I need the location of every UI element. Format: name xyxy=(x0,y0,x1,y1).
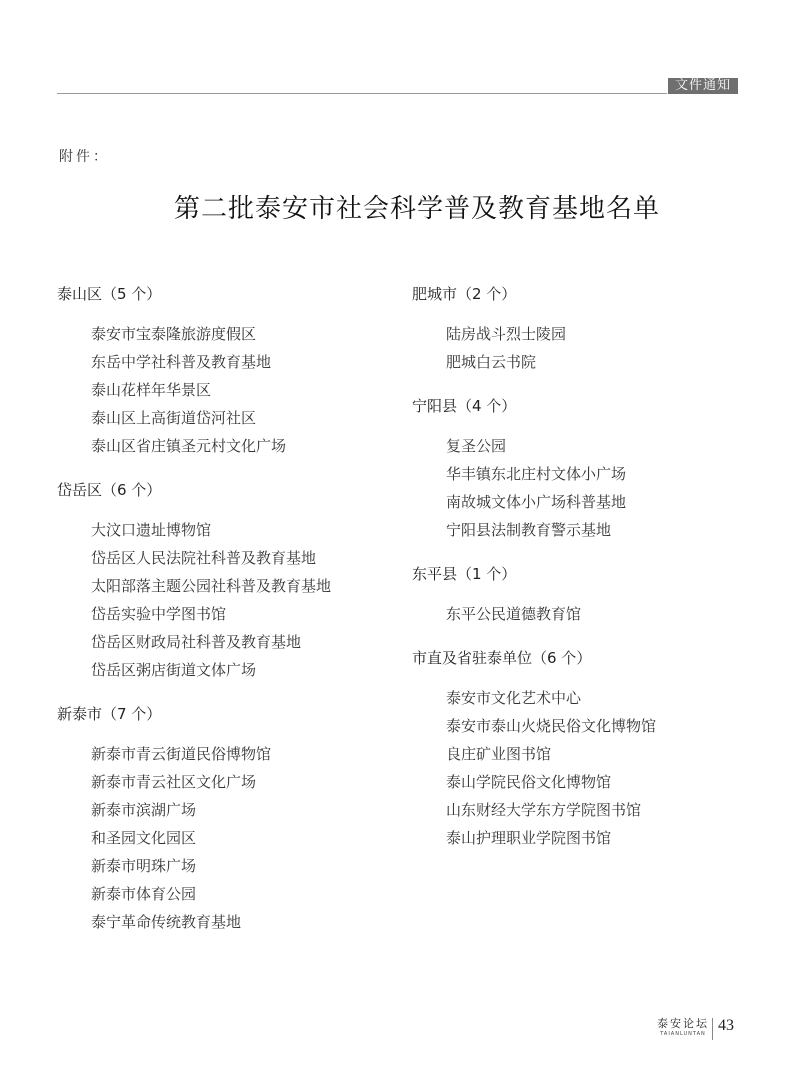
page-number: 43 xyxy=(718,1017,734,1034)
header-rule xyxy=(57,93,667,94)
base-list-item: 岱岳区财政局社科普及教育基地 xyxy=(91,633,302,651)
district-heading: 新泰市（7 个） xyxy=(57,705,162,723)
district-group xyxy=(412,284,742,376)
base-list-item: 泰山区上高街道岱河社区 xyxy=(91,409,257,427)
base-list-item: 新泰市明珠广场 xyxy=(91,857,197,875)
base-list-item: 东平公民道德教育馆 xyxy=(446,605,582,623)
base-list-item: 新泰市滨湖广场 xyxy=(91,801,197,819)
page-title: 第二批泰安市社会科学普及教育基地名单 xyxy=(173,194,660,224)
base-list-item: 南故城文体小广场科普基地 xyxy=(446,493,627,511)
footer-brand xyxy=(655,1017,711,1038)
base-list-item: 泰山花样年华景区 xyxy=(91,381,212,399)
base-list-item: 山东财经大学东方学院图书馆 xyxy=(446,801,642,819)
base-list-item: 新泰市青云社区文化广场 xyxy=(91,773,257,791)
district-heading: 市直及省驻泰单位（6 个） xyxy=(412,649,592,667)
base-list-item: 宁阳县法制教育警示基地 xyxy=(446,521,612,539)
district-group xyxy=(412,396,742,544)
brand-name: 泰安论坛 xyxy=(657,1017,709,1030)
district-group xyxy=(412,648,742,852)
footer-divider xyxy=(712,1018,713,1040)
left-column xyxy=(57,284,387,956)
district-group xyxy=(57,284,387,460)
attachment-label: 附件： xyxy=(59,149,110,165)
base-list-item: 新泰市体育公园 xyxy=(91,885,197,903)
district-group xyxy=(57,480,387,684)
base-list-item: 岱岳区粥店街道文体广场 xyxy=(91,661,257,679)
base-list-item: 泰安市泰山火烧民俗文化博物馆 xyxy=(446,717,657,735)
section-tag: 文件通知 xyxy=(668,78,738,94)
district-group xyxy=(57,704,387,936)
base-list-item: 泰安市文化艺术中心 xyxy=(446,689,582,707)
district-heading: 岱岳区（6 个） xyxy=(57,481,162,499)
base-list-item: 华丰镇东北庄村文体小广场 xyxy=(446,465,627,483)
base-list-item: 新泰市青云街道民俗博物馆 xyxy=(91,745,272,763)
base-list-item: 泰安市宝泰隆旅游度假区 xyxy=(91,325,257,343)
district-heading: 泰山区（5 个） xyxy=(57,285,162,303)
base-list-item: 泰山学院民俗文化博物馆 xyxy=(446,773,612,791)
base-list-item: 复圣公园 xyxy=(446,437,507,455)
base-list-item: 泰山区省庄镇圣元村文化广场 xyxy=(91,437,287,455)
district-heading: 肥城市（2 个） xyxy=(412,285,517,303)
base-list-item: 陆房战斗烈士陵园 xyxy=(446,325,567,343)
base-list-item: 大汶口遗址博物馆 xyxy=(91,521,212,539)
right-column xyxy=(412,284,742,872)
base-list-item: 太阳部落主题公园社科普及教育基地 xyxy=(91,577,332,595)
base-list-item: 岱岳实验中学图书馆 xyxy=(91,605,227,623)
base-list-item: 和圣园文化园区 xyxy=(91,829,197,847)
district-heading: 东平县（1 个） xyxy=(412,565,517,583)
base-list-item: 泰山护理职业学院图书馆 xyxy=(446,829,612,847)
base-list-item: 岱岳区人民法院社科普及教育基地 xyxy=(91,549,317,567)
base-list-item: 肥城白云书院 xyxy=(446,353,537,371)
district-heading: 宁阳县（4 个） xyxy=(412,397,517,415)
base-list-item: 东岳中学社科普及教育基地 xyxy=(91,353,272,371)
district-group xyxy=(412,564,742,628)
brand-name-en: TAIANLUNTAN xyxy=(660,1031,706,1037)
base-list-item: 良庄矿业图书馆 xyxy=(446,745,552,763)
base-list-item: 泰宁革命传统教育基地 xyxy=(91,913,242,931)
